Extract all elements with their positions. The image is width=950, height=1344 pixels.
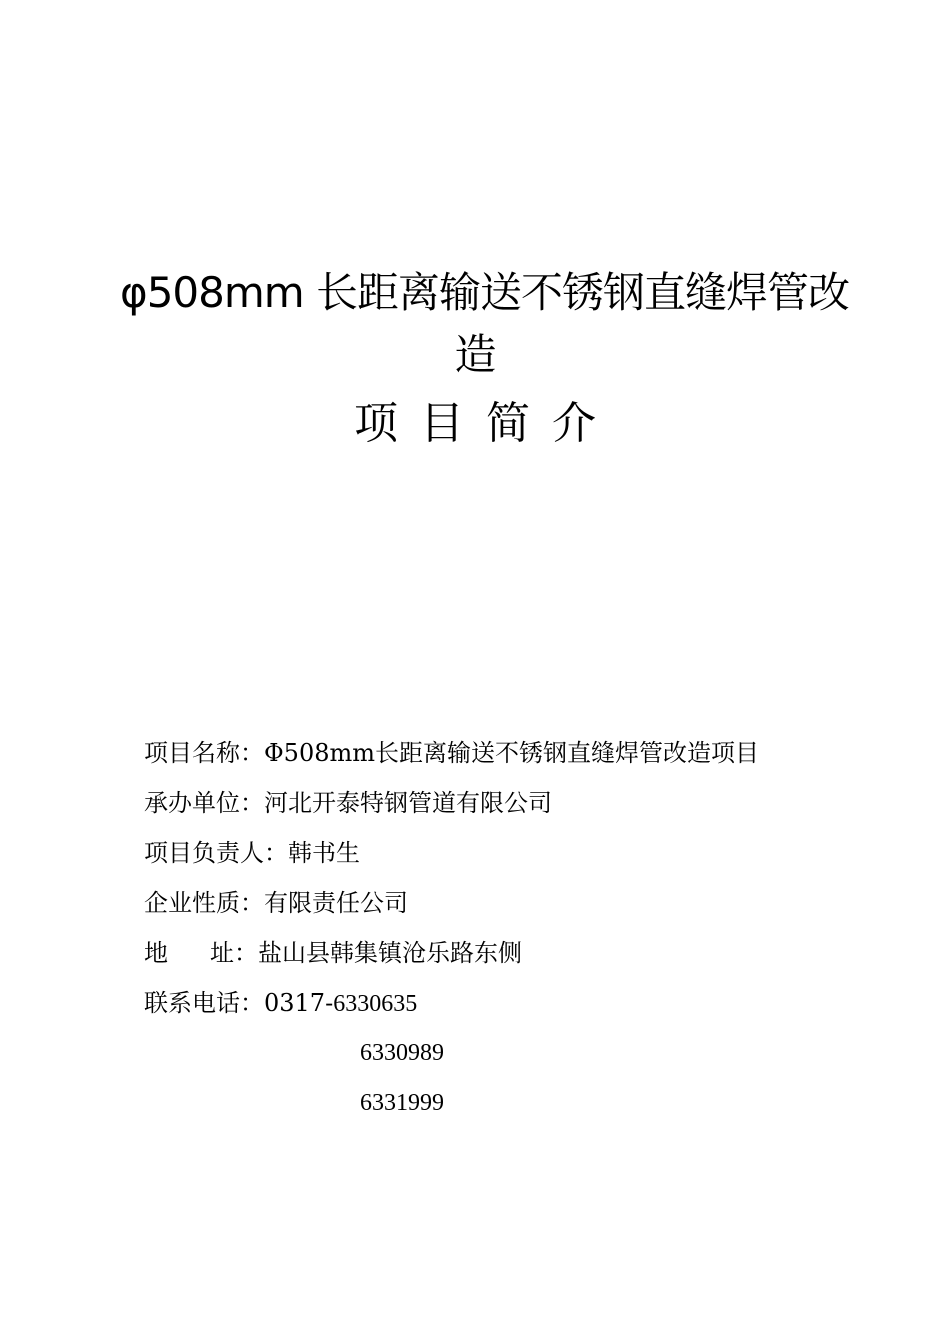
project-name-value: Φ508mm长距离输送不锈钢直缝焊管改造项目 [264,739,759,767]
phone-number-2-row [144,1028,824,1078]
phone-row [144,978,824,1028]
manager-row [144,828,824,878]
organizer-value: 河北开泰特钢管道有限公司 [264,789,552,817]
manager-label: 项目负责人： [144,839,288,867]
company-type-row [144,878,824,928]
address-value: 盐山县韩集镇沧乐路东侧 [258,939,522,967]
document-title-line-1: φ508mm 长距离输送不锈钢直缝焊管改 [120,268,850,317]
project-name-row [144,728,824,778]
company-type-value: 有限责任公司 [264,889,408,917]
project-info [144,728,824,1128]
phone-number-1: 6330635 [333,991,418,1017]
project-name-label: 项目名称： [144,739,264,767]
title-block [120,262,850,454]
phone-number-3: 6331999 [360,1090,444,1116]
phone-number-3-row [144,1078,824,1128]
document-title-line-2: 造 [454,330,496,379]
address-row [144,928,824,978]
address-label-part2: 址： [210,939,258,967]
address-label-part1: 地 [144,939,210,967]
document-subtitle: 项目简介 [354,398,618,449]
company-type-label: 企业性质： [144,889,264,917]
phone-prefix: 0317- [264,989,334,1017]
manager-value: 韩书生 [288,839,360,867]
organizer-row [144,778,824,828]
phone-number-2: 6330989 [360,1040,444,1066]
phone-label: 联系电话： [144,989,264,1017]
organizer-label: 承办单位： [144,789,264,817]
